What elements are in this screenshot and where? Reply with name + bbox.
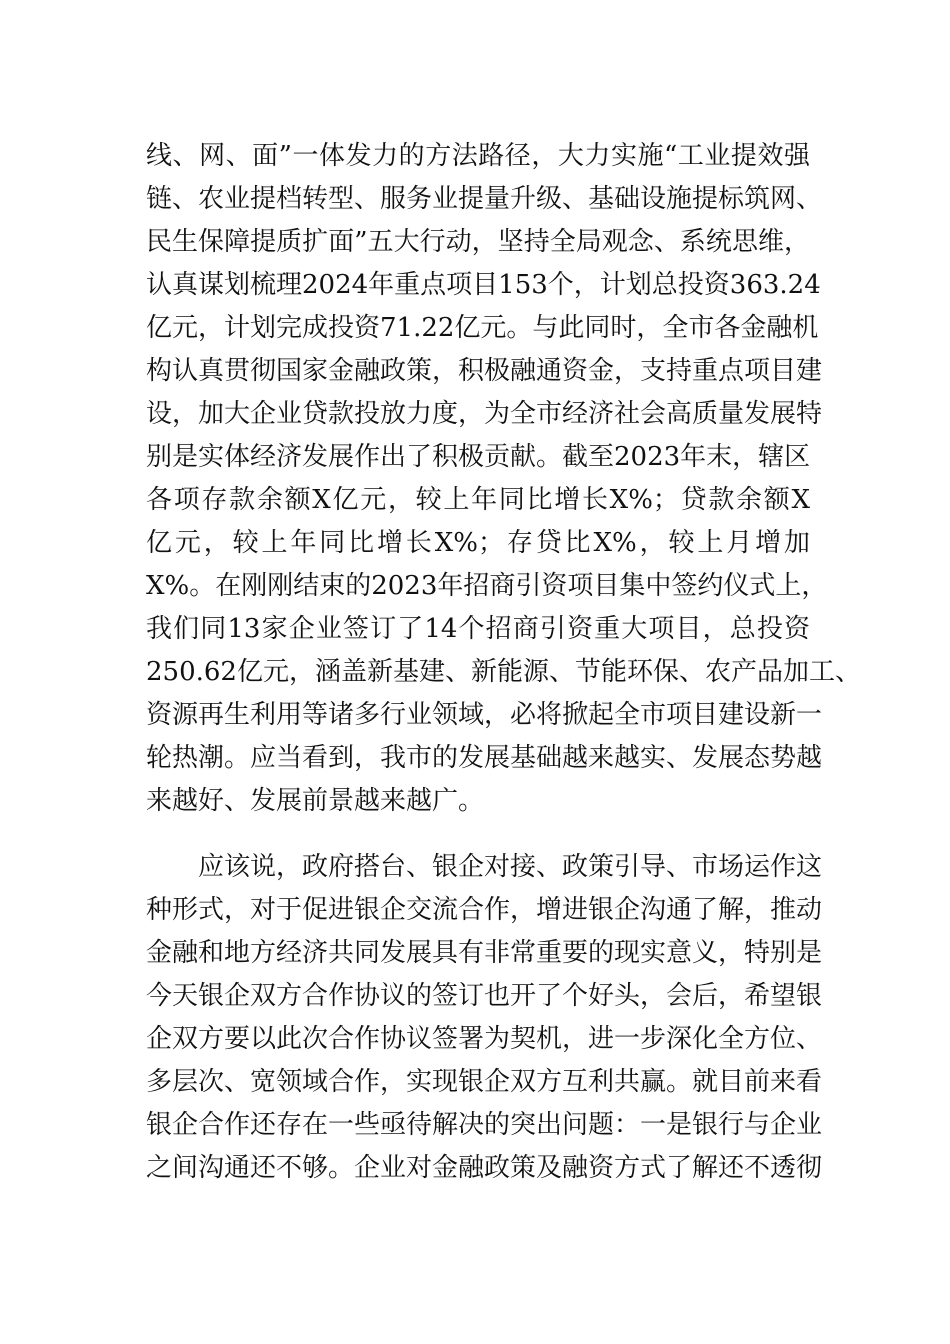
paragraph-2-line-7: 银企合作还存在一些亟待解决的突出问题：一是银行与企业 [146,1110,823,1140]
paragraph-1-line-1: 线、网、面”一体发力的方法路径，大力实施“工业提效强 [146,141,810,171]
paragraph-2-line-1: 应该说，政府搭台、银企对接、政策引导、市场运作这 [198,852,823,882]
paragraph-2-line-6: 多层次、宽领域合作，实现银企双方互利共赢。就目前来看 [146,1067,823,1097]
paragraph-1-line-10: 亿元，较上年同比增长X%；存贷比X%，较上月增加 [146,528,810,558]
paragraph-2-line-5: 企双方要以此次合作协议签署为契机，进一步深化全方位、 [146,1024,823,1054]
paragraph-1-line-2: 链、农业提档转型、服务业提量升级、基础设施提标筑网、 [146,184,823,214]
paragraph-1-line-12: 我们同13家企业签订了14个招商引资重大项目，总投资 [146,614,810,644]
paragraph-1-line-9: 各项存款余额X亿元，较上年同比增长X%；贷款余额X [146,485,810,515]
paragraph-1-line-11: X%。在刚刚结束的2023年招商引资项目集中签约仪式上， [146,571,828,601]
paragraph-1-line-8: 别是实体经济发展作出了积极贡献。截至2023年末，辖区 [146,442,811,472]
paragraph-2-line-4: 今天银企双方合作协议的签订也开了个好头，会后，希望银 [146,981,823,1011]
paragraph-1-line-15: 轮热潮。应当看到，我市的发展基础越来越实、发展态势越 [146,743,823,773]
paragraph-1-line-4: 认真谋划梳理2024年重点项目153个，计划总投资363.24 [146,270,821,300]
paragraph-2-line-2: 种形式，对于促进银企交流合作，增进银企沟通了解，推动 [146,895,823,925]
paragraph-1-line-6: 构认真贯彻国家金融政策，积极融通资金，支持重点项目建 [146,356,823,386]
paragraph-1-line-13: 250.62亿元，涵盖新基建、新能源、节能环保、农产品加工、 [146,657,861,687]
paragraph-1-line-5: 亿元，计划完成投资71.22亿元。与此同时，全市各金融机 [146,313,819,343]
paragraph-1-line-14: 资源再生利用等诸多行业领域，必将掀起全市项目建设新一 [146,700,823,730]
paragraph-1-line-7: 设，加大企业贷款投放力度，为全市经济社会高质量发展特 [146,399,823,429]
paragraph-2-line-3: 金融和地方经济共同发展具有非常重要的现实意义，特别是 [146,938,823,968]
paragraph-2-line-8: 之间沟通还不够。企业对金融政策及融资方式了解还不透彻 [146,1153,823,1183]
paragraph-1-line-3: 民生保障提质扩面”五大行动，坚持全局观念、系统思维， [146,227,810,257]
paragraph-1-line-16: 来越好、发展前景越来越广。 [146,786,485,816]
